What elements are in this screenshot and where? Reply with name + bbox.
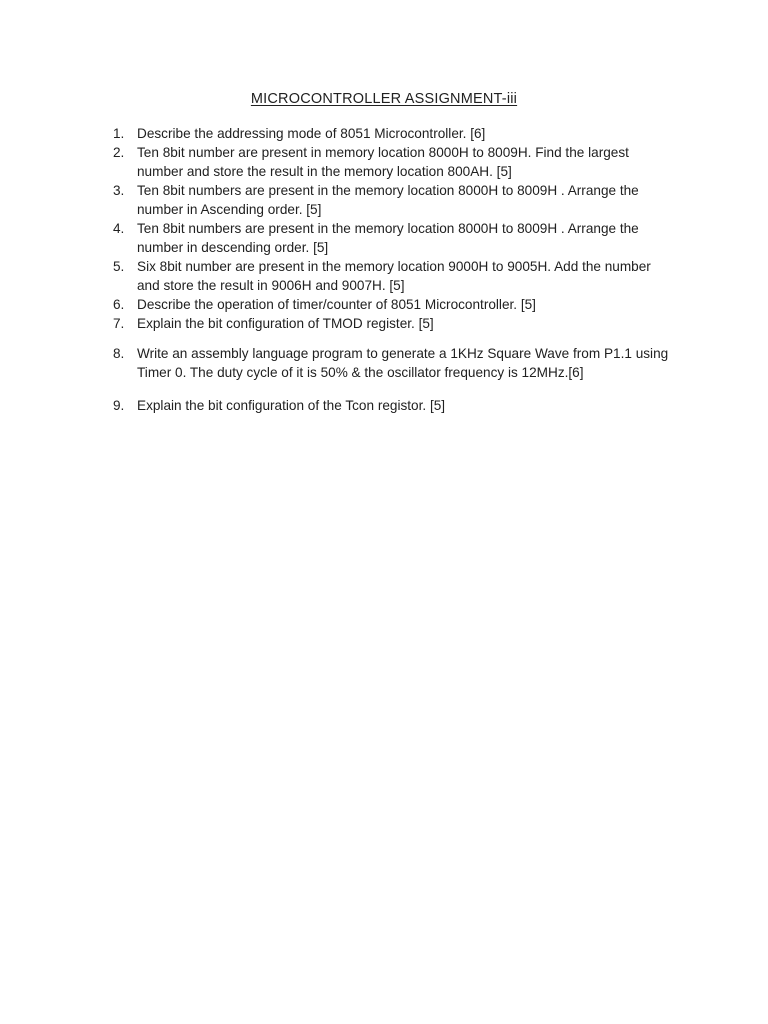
question-item-2: [113, 143, 691, 181]
question-text-line: Ten 8bit numbers are present in the memory location 8000H to 8009H . Arrange the: [137, 221, 639, 236]
question-text: [137, 295, 691, 314]
question-number: 1.: [113, 126, 125, 141]
question-item-7: [113, 314, 691, 333]
question-text-line: Explain the bit configuration of the Tcon registor. [5]: [137, 398, 446, 413]
question-text-line: Describe the operation of timer/counter of 8051 Microcontroller. [5]: [137, 297, 536, 312]
question-text: [137, 143, 691, 181]
question-text-line: Describe the addressing mode of 8051 Microcontroller. [6]: [137, 126, 486, 141]
question-number: 2.: [113, 145, 125, 160]
question-item-5: [113, 257, 691, 295]
question-text: [137, 396, 691, 415]
question-text-line: Timer 0. The duty cycle of it is 50% & the oscillator frequency is 12MHz.[6]: [137, 365, 584, 380]
question-number: 7.: [113, 316, 125, 331]
question-text: [137, 124, 691, 143]
question-text: [137, 314, 691, 333]
question-item-8: [113, 344, 691, 382]
question-number: 6.: [113, 297, 125, 312]
question-text: [137, 344, 691, 382]
question-number: 3.: [113, 183, 125, 198]
question-text-line: and store the result in 9006H and 9007H. [5]: [137, 278, 405, 293]
document-title: MICROCONTROLLER ASSIGNMENT-iii: [250, 91, 518, 107]
question-text: [137, 219, 691, 257]
question-text-line: Ten 8bit number are present in memory location 8000H to 8009H. Find the largest: [137, 145, 629, 160]
question-text-line: Write an assembly language program to generate a 1KHz Square Wave from P1.1 using: [137, 346, 669, 361]
question-number: 8.: [113, 346, 125, 361]
question-text: [137, 257, 691, 295]
question-text-line: number and store the result in the memory location 800AH. [5]: [137, 164, 512, 179]
question-list: [113, 124, 691, 415]
question-item-4: [113, 219, 691, 257]
question-text-line: Ten 8bit numbers are present in the memory location 8000H to 8009H . Arrange the: [137, 183, 639, 198]
question-item-6: [113, 295, 691, 314]
question-text-line: Explain the bit configuration of TMOD register. [5]: [137, 316, 434, 331]
question-item-9: [113, 396, 691, 415]
question-text-line: number in Ascending order. [5]: [137, 202, 322, 217]
question-number: 5.: [113, 259, 125, 274]
question-text-line: Six 8bit number are present in the memory location 9000H to 9005H. Add the number: [137, 259, 651, 274]
question-item-3: [113, 181, 691, 219]
question-text: [137, 181, 691, 219]
question-item-1: [113, 124, 691, 143]
question-text-line: number in descending order. [5]: [137, 240, 329, 255]
question-number: 4.: [113, 221, 125, 236]
question-number: 9.: [113, 398, 125, 413]
